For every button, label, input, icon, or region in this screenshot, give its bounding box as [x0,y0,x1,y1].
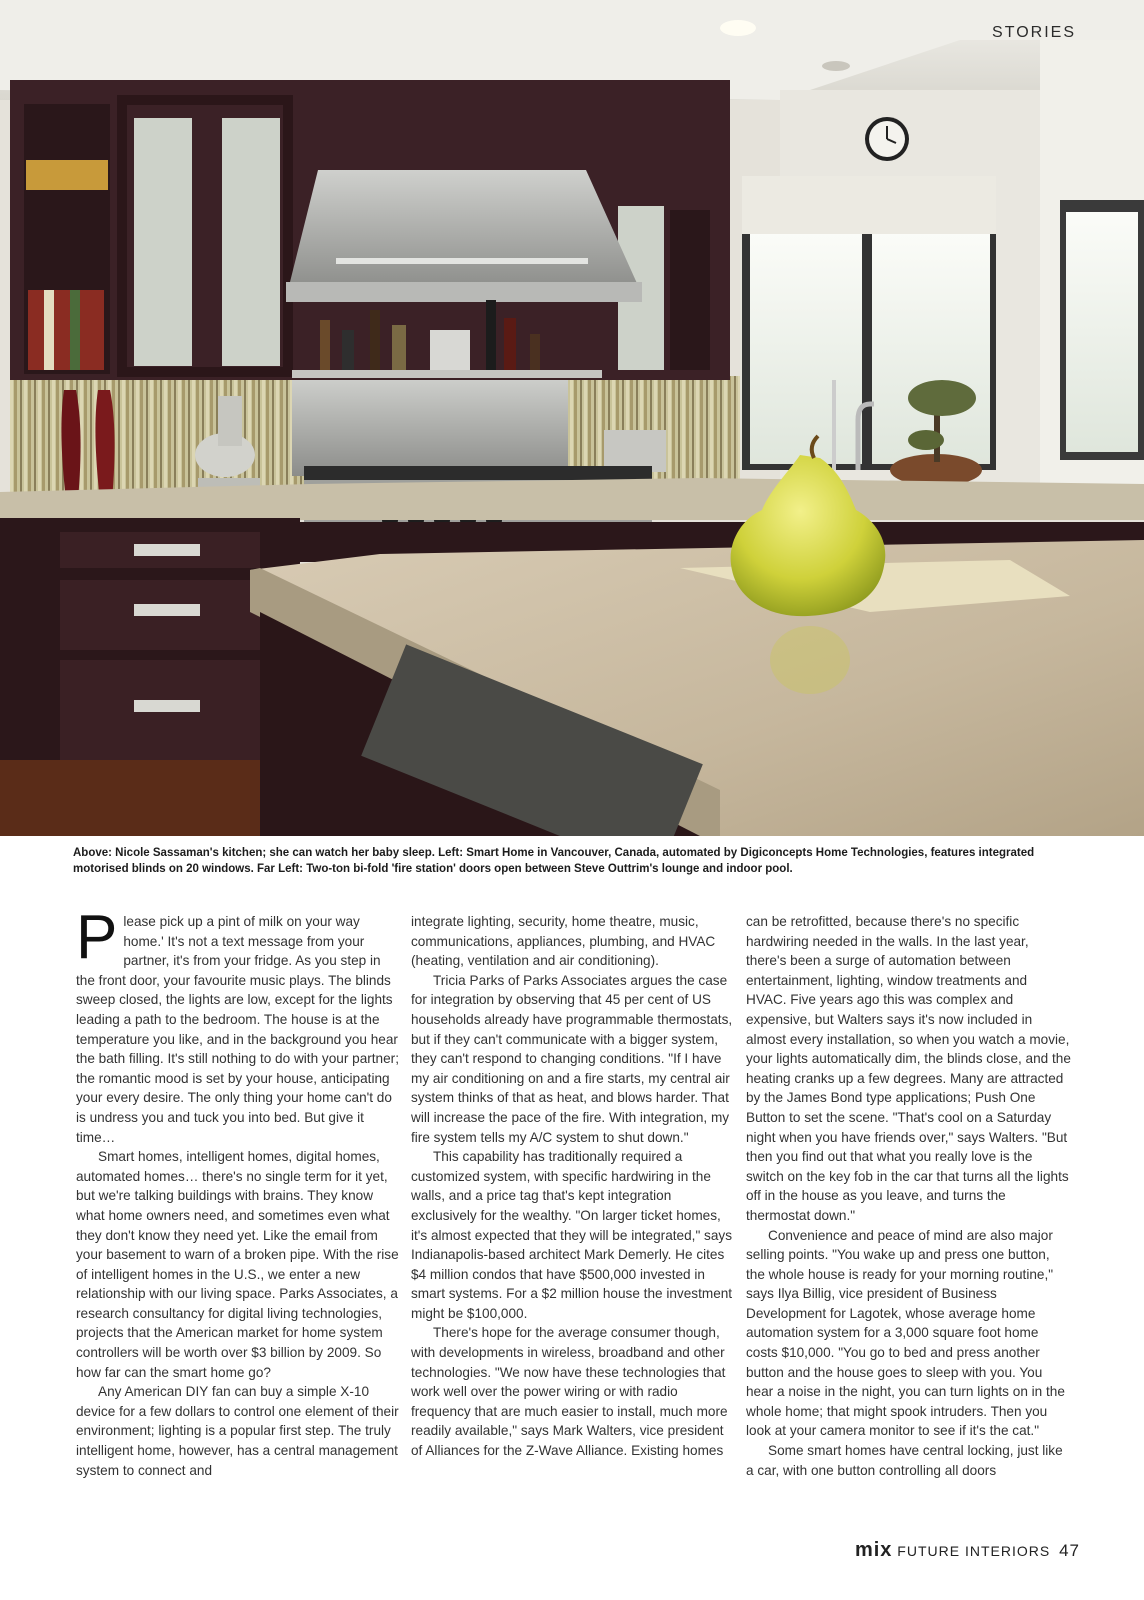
article-paragraph: Please pick up a pint of milk on your way home.' It's not a text message from your partner, it's from your fridge. As you step in the front door, your favourite music plays. The blinds sweep closed, the lights are low, except for the lights leading a path to the bedroom. The house is at the temperature you like, and in the background you hear the bath filling. It's still nothing to do with your partner; the romantic mood is set by your house, anticipating your every desire. The only thing your home can't do is undress you and tuck you into bed. But give it time… [76,903,399,1145]
article-paragraph: Smart homes, intelligent homes, digital homes, automated homes… there's no single term for it yet, but we're talking buildings with brains. They know what home owners need, and sometimes even what they don't know they need yet. Like the email from your basement to warn of a broken pipe. With the rise of intelligent homes in the U.S., we enter a new relationship with our living space. Parks Associates, a research consultancy for digital living technologies, projects that the American market for home system controllers will be worth over $3 billion by 2009. So how far can the smart home go? [76,1149,399,1380]
article-paragraph: Tricia Parks of Parks Associates argues the case for integration by observing that 45 per cent of US households already have programmable thermostats, but if they can't communicate with a bigger system, they can't respond to changing conditions. "If I have my air conditioning on and a fire starts, my central air system thinks of that as heat, and blows harder. That will increase the pace of the fire. With integration, my fire system tells my A/C system to shut down." [411,972,733,1145]
article-column-2 [411,912,736,1532]
photo-caption: Above: Nicole Sassaman's kitchen; she can watch her baby sleep. Left: Smart Home in Vancouver, Canada, automated by Digiconcepts Home Technologies, features integrated motorised blinds on 20 windows. Far Left: Two-ton bi-fold 'fire station' doors open between Steve Outtrim's lounge and indoor pool. [73,847,1035,875]
article-column-3 [746,912,1071,1532]
magazine-brand: mix [854,1539,893,1561]
article-paragraph: This capability has traditionally required a customized system, with specific hardwiring in the walls, and a price tag that's kept integration exclusively for the wealthy. "On larger ticket homes, it's almost expected that they will be integrated," says Indianapolis-based architect Mark Demerly. He cites $4 million condos that have $500,000 invested in smart systems. For a $2 million house the investment might be $100,000. [411,1149,733,1321]
publication-name: FUTURE INTERIORS [897,1543,1051,1559]
article-body [76,903,1076,1532]
section-label: STORIES [992,24,1076,41]
article-column-1 [76,903,401,1532]
article-paragraph: Some smart homes have central locking, just like a car, with one button controlling all doors [746,1443,1063,1478]
article-paragraph: integrate lighting, security, home theatre, music, communications, appliances, plumbing, and HVAC (heating, ventilation and air conditioning). [411,914,716,969]
page-number: 47 [1059,1541,1080,1560]
article-paragraph: can be retrofitted, because there's no specific hardwiring needed in the walls. In the last year, there's been a surge of automation between entertainment, lighting, window treatments and HVAC. Five years ago this was complex and expensive, but Walters says it's now included in almost every installation, so when you watch a movie, your lights automatically dim, the blinds close, and the heating cranks up a few degrees. Many are attracted by the James Bond type applications; Push One Button to set the scene. "That's cool on a Saturday night when you have friends over," says Walters. "But then you find out that what you really love is the switch on the key fob in the car that turns all the lights off in the house as you leave, and turns the thermostat down." [746,914,1071,1223]
article-paragraph: Convenience and peace of mind are also major selling points. "You wake up and press one button, the whole house is ready for your morning routine," says Ilya Billig, vice president of Business Development for Lagotek, whose average home automation system for a 3,000 square foot home costs $10,000. "You go to bed and press another button and the house goes to sleep with you. You hear a noise in the night, you can turn lights on in the whole home; that might spook intruders. Then you look at your camera monitor to see if it's the cat." [746,1227,1065,1439]
article-paragraph: There's hope for the average consumer though, with developments in wireless, broadband and other technologies. "We now have these technologies that work well over the power wiring or with radio frequency that are much easier to install, much more readily available," says Mark Walters, vice president of Alliances for the Z-Wave Alliance. Existing homes [411,1325,728,1459]
page-footer [855,1539,1080,1562]
dropcap: P [76,903,118,972]
article-paragraph: Any American DIY fan can buy a simple X-10 device for a few dollars to control one element of their environment; lighting is a popular first step. The truly intelligent home, however, has a central management system to connect and [76,1384,399,1478]
